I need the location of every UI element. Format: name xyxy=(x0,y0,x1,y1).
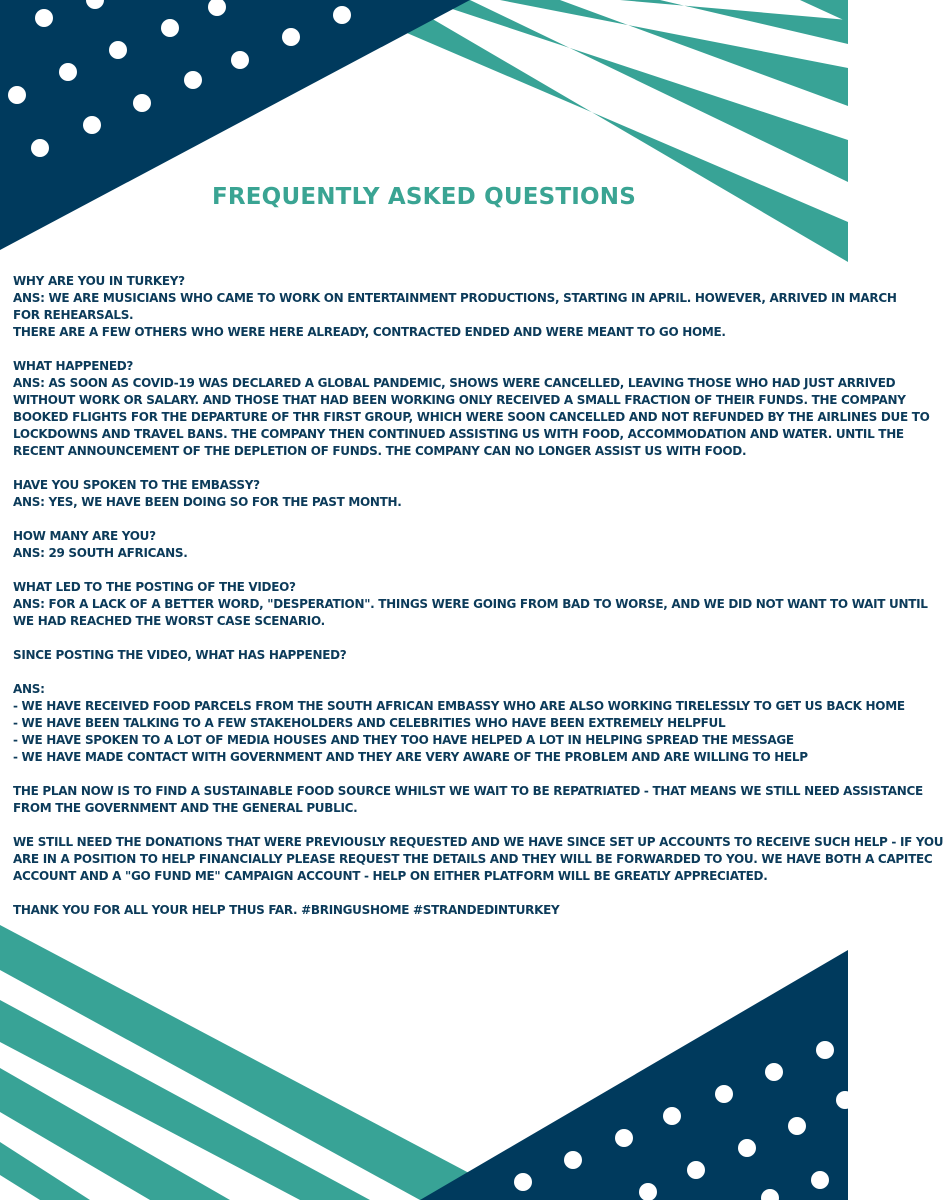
polka-dot xyxy=(231,51,249,69)
bottom-right-navy-triangle xyxy=(420,950,848,1200)
polka-dot xyxy=(687,1161,705,1179)
page-title: FREQUENTLY ASKED QUESTIONS xyxy=(211,184,637,210)
paragraph-gap xyxy=(13,817,835,834)
paragraph-gap xyxy=(13,511,835,528)
polka-dot xyxy=(788,1117,806,1135)
faq-line: WHY ARE YOU IN TURKEY? xyxy=(13,274,185,288)
faq-line: WITHOUT WORK OR SALARY. AND THOSE THAT HAD BEEN WORKING ONLY RECEIVED A SMALL FRACTION OF THEIR FUNDS. THE COMPANY xyxy=(13,393,906,407)
polka-dot xyxy=(59,63,77,81)
faq-line: SINCE POSTING THE VIDEO, WHAT HAS HAPPENED? xyxy=(13,648,347,662)
faq-line: ANS: xyxy=(13,682,45,696)
faq-line: FOR REHEARSALS. xyxy=(13,308,134,322)
top-right-stripes xyxy=(330,0,848,262)
paragraph-gap xyxy=(13,341,835,358)
faq-line: - WE HAVE BEEN TALKING TO A FEW STAKEHOLDERS AND CELEBRITIES WHO HAVE BEEN EXTREMELY HELPFUL xyxy=(13,716,726,730)
faq-line: RECENT ANNOUNCEMENT OF THE DEPLETION OF FUNDS. THE COMPANY CAN NO LONGER ASSIST US WITH FOOD. xyxy=(13,444,747,458)
polka-dot xyxy=(282,28,300,46)
faq-line: ACCOUNT AND A "GO FUND ME" CAMPAIGN ACCOUNT - HELP ON EITHER PLATFORM WILL BE GREATLY APPRECIATED. xyxy=(13,869,768,883)
polka-dot xyxy=(35,9,53,27)
faq-line: HOW MANY ARE YOU? xyxy=(13,529,156,543)
polka-dot xyxy=(615,1129,633,1147)
faq-line: LOCKDOWNS AND TRAVEL BANS. THE COMPANY THEN CONTINUED ASSISTING US WITH FOOD, ACCOMMODATION AND WATER. UNTIL THE xyxy=(13,427,904,441)
faq-line: ANS: YES, WE HAVE BEEN DOING SO FOR THE PAST MONTH. xyxy=(13,495,402,509)
polka-dot xyxy=(8,86,26,104)
polka-dot xyxy=(715,1085,733,1103)
faq-line: ANS: WE ARE MUSICIANS WHO CAME TO WORK ON ENTERTAINMENT PRODUCTIONS, STARTING IN APRIL. HOWEVER, ARRIVED IN MARCH xyxy=(13,291,897,305)
polka-dot xyxy=(836,1091,854,1109)
teal-stripe xyxy=(620,0,848,44)
polka-dot xyxy=(811,1171,829,1189)
paragraph-gap xyxy=(13,562,835,579)
bottom-left-stripes xyxy=(0,925,520,1200)
faq-line: THANK YOU FOR ALL YOUR HELP THUS FAR. #BRINGUSHOME #STRANDEDINTURKEY xyxy=(13,903,560,917)
polka-dot xyxy=(765,1063,783,1081)
faq-line: WE STILL NEED THE DONATIONS THAT WERE PREVIOUSLY REQUESTED AND WE HAVE SINCE SET UP ACCOUNTS TO RECEIVE SUCH HELP - IF YOU xyxy=(13,835,943,849)
polka-dot xyxy=(184,71,202,89)
paragraph-gap xyxy=(13,766,835,783)
faq-line: ANS: FOR A LACK OF A BETTER WORD, "DESPERATION". THINGS WERE GOING FROM BAD TO WORSE, AND WE DID NOT WANT TO WAIT UNTIL xyxy=(13,597,928,611)
polka-dot xyxy=(514,1173,532,1191)
paragraph-gap xyxy=(13,630,835,647)
polka-dot xyxy=(31,139,49,157)
faq-line: HAVE YOU SPOKEN TO THE EMBASSY? xyxy=(13,478,260,492)
faq-line: WE HAD REACHED THE WORST CASE SCENARIO. xyxy=(13,614,325,628)
faq-line: THE PLAN NOW IS TO FIND A SUSTAINABLE FOOD SOURCE WHILST WE WAIT TO BE REPATRIATED - THAT MEANS WE STILL NEED ASSISTANCE xyxy=(13,784,923,798)
polka-dot xyxy=(816,1041,834,1059)
polka-dot xyxy=(83,116,101,134)
faq-line: THERE ARE A FEW OTHERS WHO WERE HERE ALREADY, CONTRACTED ENDED AND WERE MEANT TO GO HOME. xyxy=(13,325,726,339)
polka-dot xyxy=(161,19,179,37)
faq-line: ANS: 29 SOUTH AFRICANS. xyxy=(13,546,188,560)
polka-dot xyxy=(333,6,351,24)
polka-dot xyxy=(564,1151,582,1169)
polka-dot xyxy=(109,41,127,59)
faq-line: - WE HAVE RECEIVED FOOD PARCELS FROM THE SOUTH AFRICAN EMBASSY WHO ARE ALSO WORKING TIRELESSLY TO GET US BACK HOME xyxy=(13,699,905,713)
faq-line: FROM THE GOVERNMENT AND THE GENERAL PUBLIC. xyxy=(13,801,358,815)
faq-line: - WE HAVE SPOKEN TO A LOT OF MEDIA HOUSES AND THEY TOO HAVE HELPED A LOT IN HELPING SPREAD THE MESSAGE xyxy=(13,733,794,747)
paragraph-gap xyxy=(13,664,835,681)
polka-dot xyxy=(133,94,151,112)
faq-line: ANS: AS SOON AS COVID-19 WAS DECLARED A GLOBAL PANDEMIC, SHOWS WERE CANCELLED, LEAVING THOSE WHO HAD JUST ARRIVED xyxy=(13,376,896,390)
faq-line: BOOKED FLIGHTS FOR THE DEPARTURE OF THR FIRST GROUP, WHICH WERE SOON CANCELLED AND NOT REFUNDED BY THE AIRLINES DUE TO xyxy=(13,410,930,424)
paragraph-gap xyxy=(13,460,835,477)
faq-line: WHAT HAPPENED? xyxy=(13,359,134,373)
faq-content xyxy=(13,273,943,919)
polka-dot xyxy=(738,1139,756,1157)
polka-dot xyxy=(663,1107,681,1125)
top-left-navy-triangle xyxy=(0,0,470,250)
paragraph-gap xyxy=(13,885,835,902)
faq-line: - WE HAVE MADE CONTACT WITH GOVERNMENT AND THEY ARE VERY AWARE OF THE PROBLEM AND ARE WILLING TO HELP xyxy=(13,750,808,764)
faq-line: ARE IN A POSITION TO HELP FINANCIALLY PLEASE REQUEST THE DETAILS AND THEY WILL BE FORWARDED TO YOU. WE HAVE BOTH A CAPITEC xyxy=(13,852,933,866)
faq-line: WHAT LED TO THE POSTING OF THE VIDEO? xyxy=(13,580,296,594)
